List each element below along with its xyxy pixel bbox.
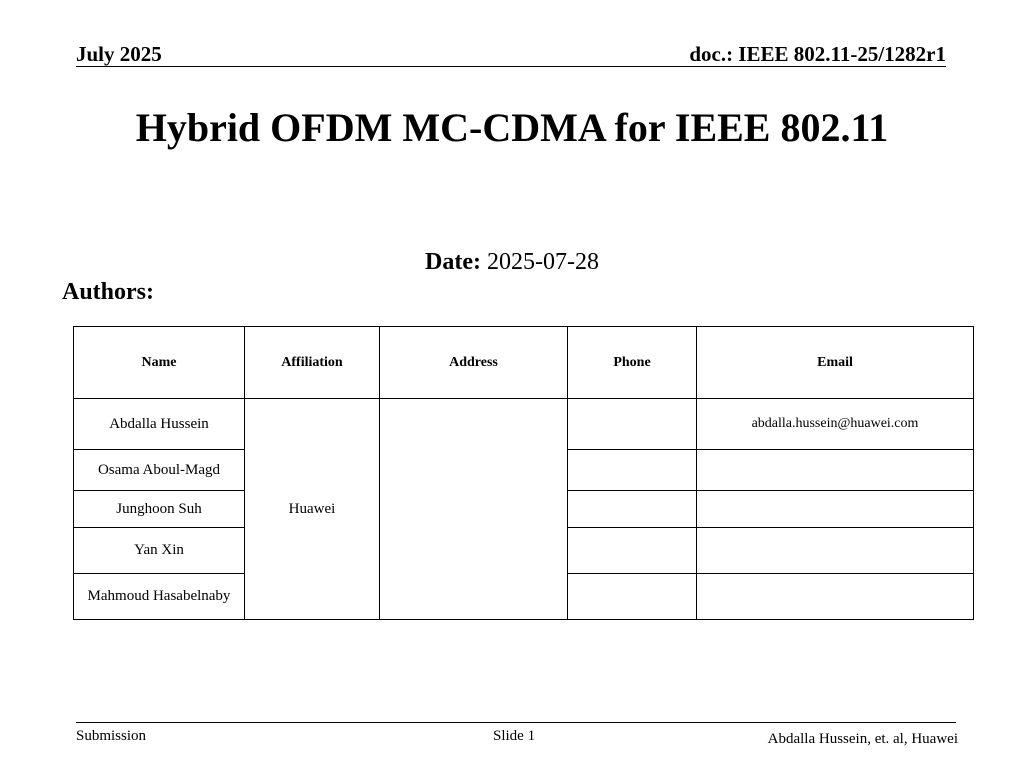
email-cell	[697, 450, 974, 491]
author-name: Osama Aboul-Magd	[74, 450, 245, 491]
footer-submission: Submission	[76, 728, 147, 744]
col-header-name: Name	[74, 327, 245, 399]
date-label: Date:	[425, 249, 481, 275]
email-cell: abdalla.hussein@huawei.com	[697, 399, 974, 450]
footer-divider	[76, 722, 956, 723]
col-header-address: Address	[380, 327, 568, 399]
footer-authors: Abdalla Hussein, et. al, Huawei	[767, 731, 958, 747]
author-name: Abdalla Hussein	[74, 399, 245, 450]
date-value: 2025-07-28	[486, 249, 599, 275]
author-name: Yan Xin	[74, 528, 245, 574]
author-name: Mahmoud Hasabelnaby	[74, 574, 245, 620]
col-header-phone: Phone	[568, 327, 697, 399]
phone-cell	[568, 528, 697, 574]
authors-label: Authors:	[62, 279, 155, 305]
address-cell	[380, 399, 568, 620]
phone-cell	[568, 450, 697, 491]
author-name: Junghoon Suh	[74, 491, 245, 528]
slide-title: Hybrid OFDM MC-CDMA for IEEE 802.11	[135, 105, 889, 150]
header-divider	[76, 66, 946, 67]
phone-cell	[568, 491, 697, 528]
email-cell	[697, 491, 974, 528]
footer-slide-number: Slide 1	[493, 728, 536, 744]
date-line	[0, 249, 1024, 276]
phone-cell	[568, 399, 697, 450]
email-cell	[697, 528, 974, 574]
phone-cell	[568, 574, 697, 620]
col-header-email: Email	[697, 327, 974, 399]
col-header-affiliation: Affiliation	[245, 327, 380, 399]
table-header-row	[74, 327, 974, 399]
authors-table	[73, 326, 974, 620]
table-row	[74, 399, 974, 450]
email-cell	[697, 574, 974, 620]
header-doc-id: doc.: IEEE 802.11-25/1282r1	[689, 42, 946, 66]
affiliation-cell: Huawei	[245, 399, 380, 620]
header-date: July 2025	[76, 42, 162, 66]
